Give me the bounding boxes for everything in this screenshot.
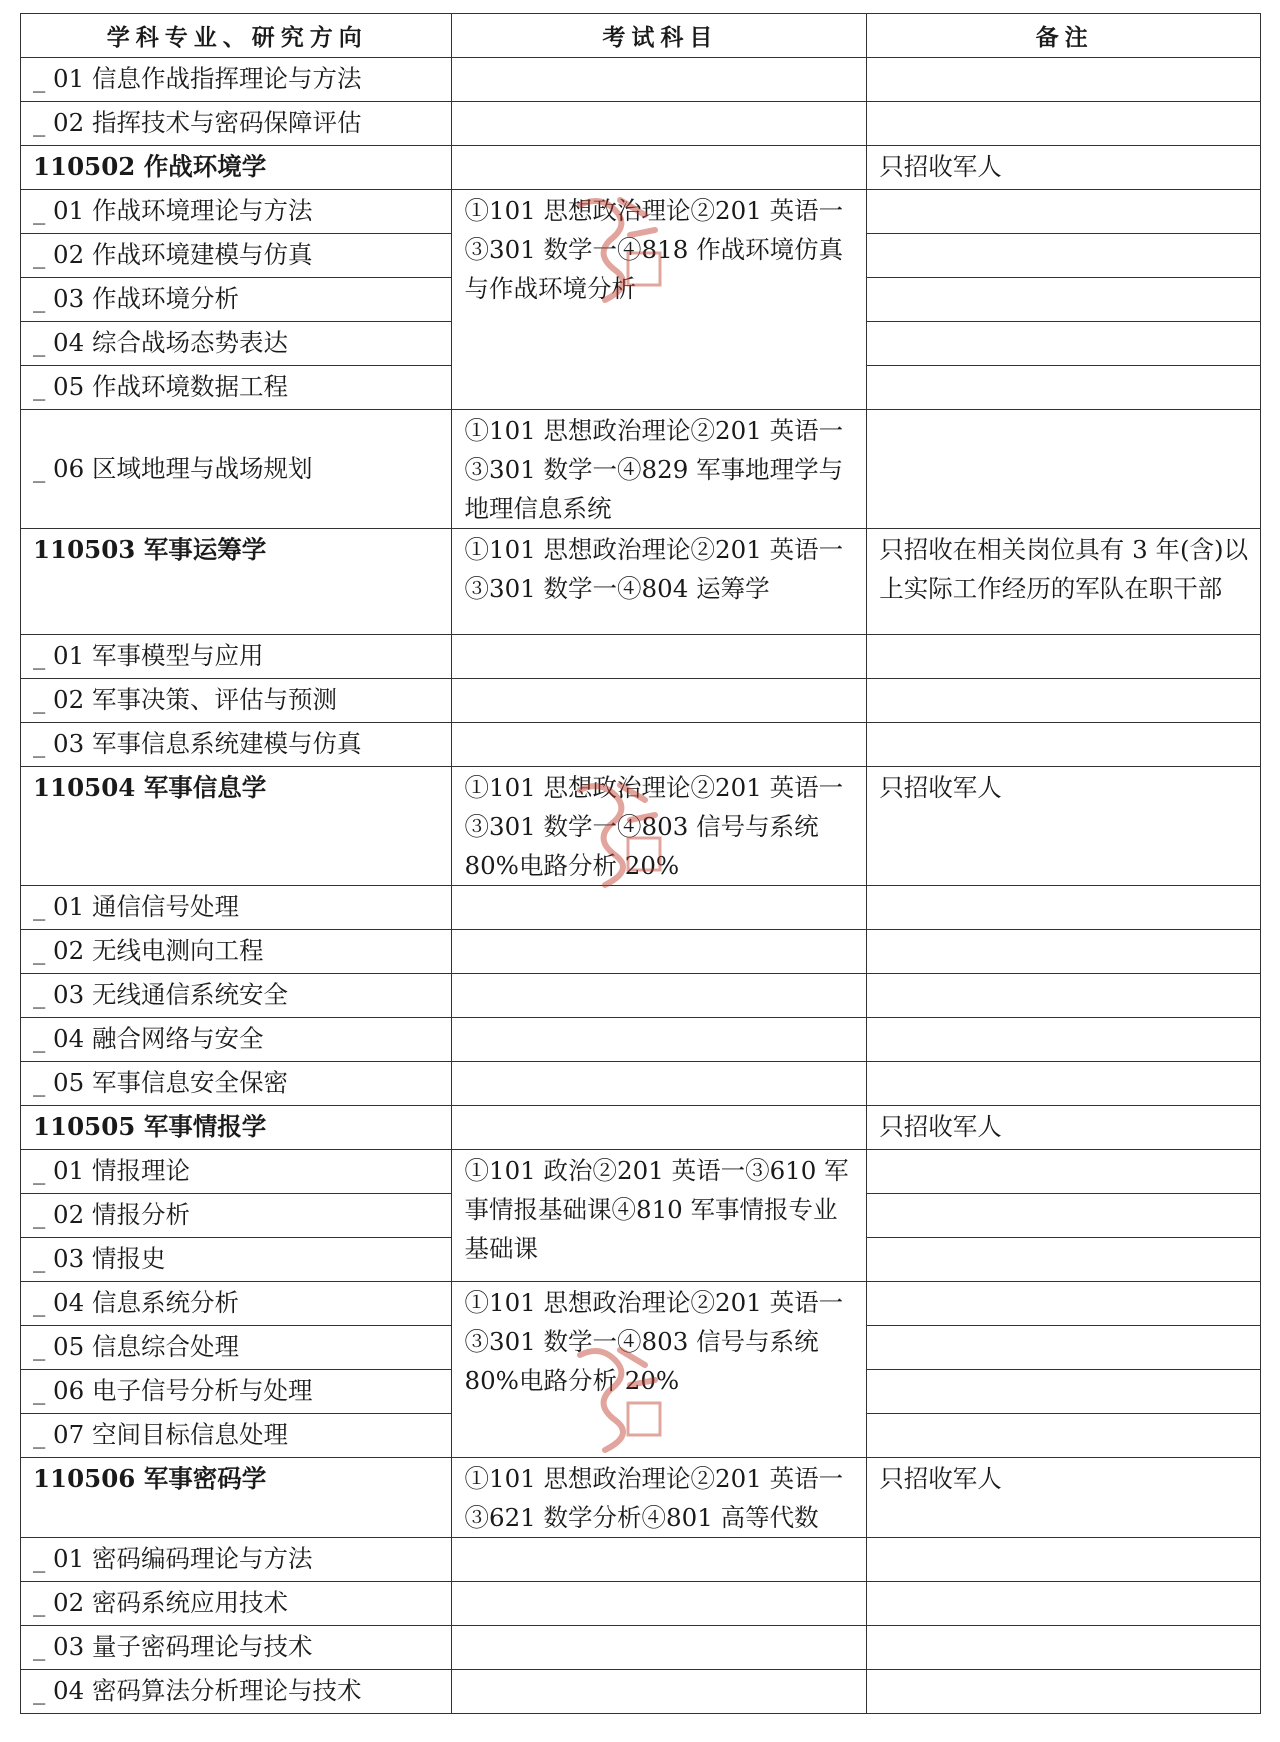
note-cell: [867, 234, 1261, 278]
note-cell: [867, 1326, 1261, 1370]
direction-cell: _ 02 情报分析: [21, 1194, 452, 1238]
direction-cell: _ 03 情报史: [21, 1238, 452, 1282]
table-header-row: [21, 14, 1261, 58]
direction-cell: _ 02 指挥技术与密码保障评估: [21, 102, 452, 146]
exam-cell: [452, 1106, 867, 1150]
header-note: 备注: [867, 14, 1261, 58]
direction-cell: _ 02 作战环境建模与仿真: [21, 234, 452, 278]
header-major: 学科专业、研究方向: [21, 14, 452, 58]
exam-cell: [452, 1538, 867, 1582]
note-cell: [867, 1062, 1261, 1106]
exam-cell: ①101 思想政治理论②201 英语一③301 数学一④818 作战环境仿真与作战环境分析: [452, 190, 867, 410]
exam-cell: [452, 930, 867, 974]
direction-cell: _ 07 空间目标信息处理: [21, 1414, 452, 1458]
major-row: [21, 146, 1261, 190]
exam-cell: [452, 1582, 867, 1626]
exam-cell: ①101 政治②201 英语一③610 军事情报基础课④810 军事情报专业基础课: [452, 1150, 867, 1282]
direction-row: [21, 930, 1261, 974]
note-cell: 只招收军人: [867, 767, 1261, 886]
note-cell: [867, 886, 1261, 930]
direction-row: [21, 1150, 1261, 1194]
exam-cell: ①101 思想政治理论②201 英语一③301 数学一④829 军事地理学与地理信息系统: [452, 410, 867, 529]
direction-row: [21, 1626, 1261, 1670]
direction-row: [21, 886, 1261, 930]
exam-cell: [452, 58, 867, 102]
direction-row: [21, 1062, 1261, 1106]
note-cell: [867, 102, 1261, 146]
note-cell: [867, 278, 1261, 322]
note-cell: [867, 58, 1261, 102]
direction-cell: _ 04 密码算法分析理论与技术: [21, 1670, 452, 1714]
major-cell: 110504 军事信息学: [21, 767, 452, 886]
exam-subjects-table: [20, 13, 1261, 1714]
direction-row: [21, 1282, 1261, 1326]
note-cell: [867, 974, 1261, 1018]
note-cell: [867, 1018, 1261, 1062]
direction-row: [21, 723, 1261, 767]
header-exam: 考试科目: [452, 14, 867, 58]
note-cell: [867, 1626, 1261, 1670]
direction-cell: _ 01 信息作战指挥理论与方法: [21, 58, 452, 102]
direction-cell: _ 04 信息系统分析: [21, 1282, 452, 1326]
direction-row: [21, 635, 1261, 679]
major-cell: 110502 作战环境学: [21, 146, 452, 190]
note-cell: [867, 1150, 1261, 1194]
exam-cell: [452, 679, 867, 723]
direction-row: [21, 974, 1261, 1018]
direction-cell: _ 04 融合网络与安全: [21, 1018, 452, 1062]
direction-cell: _ 05 作战环境数据工程: [21, 366, 452, 410]
direction-cell: _ 03 军事信息系统建模与仿真: [21, 723, 452, 767]
note-cell: [867, 322, 1261, 366]
table-body: [21, 58, 1261, 1714]
exam-cell: [452, 1062, 867, 1106]
exam-cell: [452, 1670, 867, 1714]
direction-cell: _ 01 情报理论: [21, 1150, 452, 1194]
note-cell: [867, 930, 1261, 974]
direction-cell: _ 03 量子密码理论与技术: [21, 1626, 452, 1670]
note-cell: [867, 1194, 1261, 1238]
major-cell: 110505 军事情报学: [21, 1106, 452, 1150]
note-cell: [867, 1670, 1261, 1714]
exam-cell: [452, 102, 867, 146]
direction-cell: _ 06 电子信号分析与处理: [21, 1370, 452, 1414]
exam-cell: [452, 146, 867, 190]
note-cell: [867, 723, 1261, 767]
note-cell: [867, 1414, 1261, 1458]
direction-row: [21, 190, 1261, 234]
note-cell: 只招收军人: [867, 1106, 1261, 1150]
direction-row: [21, 410, 1261, 529]
exam-cell: ①101 思想政治理论②201 英语一③301 数学一④803 信号与系统 80%电路分析 20%: [452, 1282, 867, 1458]
direction-cell: _ 01 作战环境理论与方法: [21, 190, 452, 234]
direction-cell: _ 03 作战环境分析: [21, 278, 452, 322]
direction-cell: _ 01 军事模型与应用: [21, 635, 452, 679]
exam-cell: [452, 886, 867, 930]
direction-row: [21, 58, 1261, 102]
direction-row: [21, 102, 1261, 146]
exam-cell: [452, 974, 867, 1018]
major-row: [21, 529, 1261, 635]
note-cell: [867, 410, 1261, 529]
direction-cell: _ 06 区域地理与战场规划: [21, 410, 452, 529]
exam-cell: ①101 思想政治理论②201 英语一③621 数学分析④801 高等代数: [452, 1458, 867, 1538]
note-cell: 只招收军人: [867, 146, 1261, 190]
note-cell: [867, 190, 1261, 234]
direction-cell: _ 05 军事信息安全保密: [21, 1062, 452, 1106]
direction-row: [21, 679, 1261, 723]
note-cell: [867, 366, 1261, 410]
direction-cell: _ 01 密码编码理论与方法: [21, 1538, 452, 1582]
major-cell: 110506 军事密码学: [21, 1458, 452, 1538]
major-row: [21, 767, 1261, 886]
note-cell: [867, 1370, 1261, 1414]
note-cell: 只招收在相关岗位具有 3 年(含)以上实际工作经历的军队在职干部: [867, 529, 1261, 635]
note-cell: [867, 1582, 1261, 1626]
note-cell: [867, 1538, 1261, 1582]
major-row: [21, 1458, 1261, 1538]
direction-row: [21, 1538, 1261, 1582]
exam-cell: [452, 723, 867, 767]
direction-cell: _ 05 信息综合处理: [21, 1326, 452, 1370]
exam-cell: [452, 1626, 867, 1670]
major-row: [21, 1106, 1261, 1150]
note-cell: [867, 635, 1261, 679]
note-cell: [867, 679, 1261, 723]
note-cell: [867, 1238, 1261, 1282]
direction-cell: _ 02 无线电测向工程: [21, 930, 452, 974]
exam-cell: [452, 635, 867, 679]
direction-cell: _ 02 军事决策、评估与预测: [21, 679, 452, 723]
exam-cell: ①101 思想政治理论②201 英语一③301 数学一④803 信号与系统 80%电路分析 20%: [452, 767, 867, 886]
direction-cell: _ 01 通信信号处理: [21, 886, 452, 930]
direction-cell: _ 02 密码系统应用技术: [21, 1582, 452, 1626]
note-cell: 只招收军人: [867, 1458, 1261, 1538]
major-cell: 110503 军事运筹学: [21, 529, 452, 635]
direction-cell: _ 03 无线通信系统安全: [21, 974, 452, 1018]
direction-row: [21, 1018, 1261, 1062]
direction-cell: _ 04 综合战场态势表达: [21, 322, 452, 366]
exam-cell: ①101 思想政治理论②201 英语一③301 数学一④804 运筹学: [452, 529, 867, 635]
direction-row: [21, 1582, 1261, 1626]
note-cell: [867, 1282, 1261, 1326]
direction-row: [21, 1670, 1261, 1714]
exam-cell: [452, 1018, 867, 1062]
